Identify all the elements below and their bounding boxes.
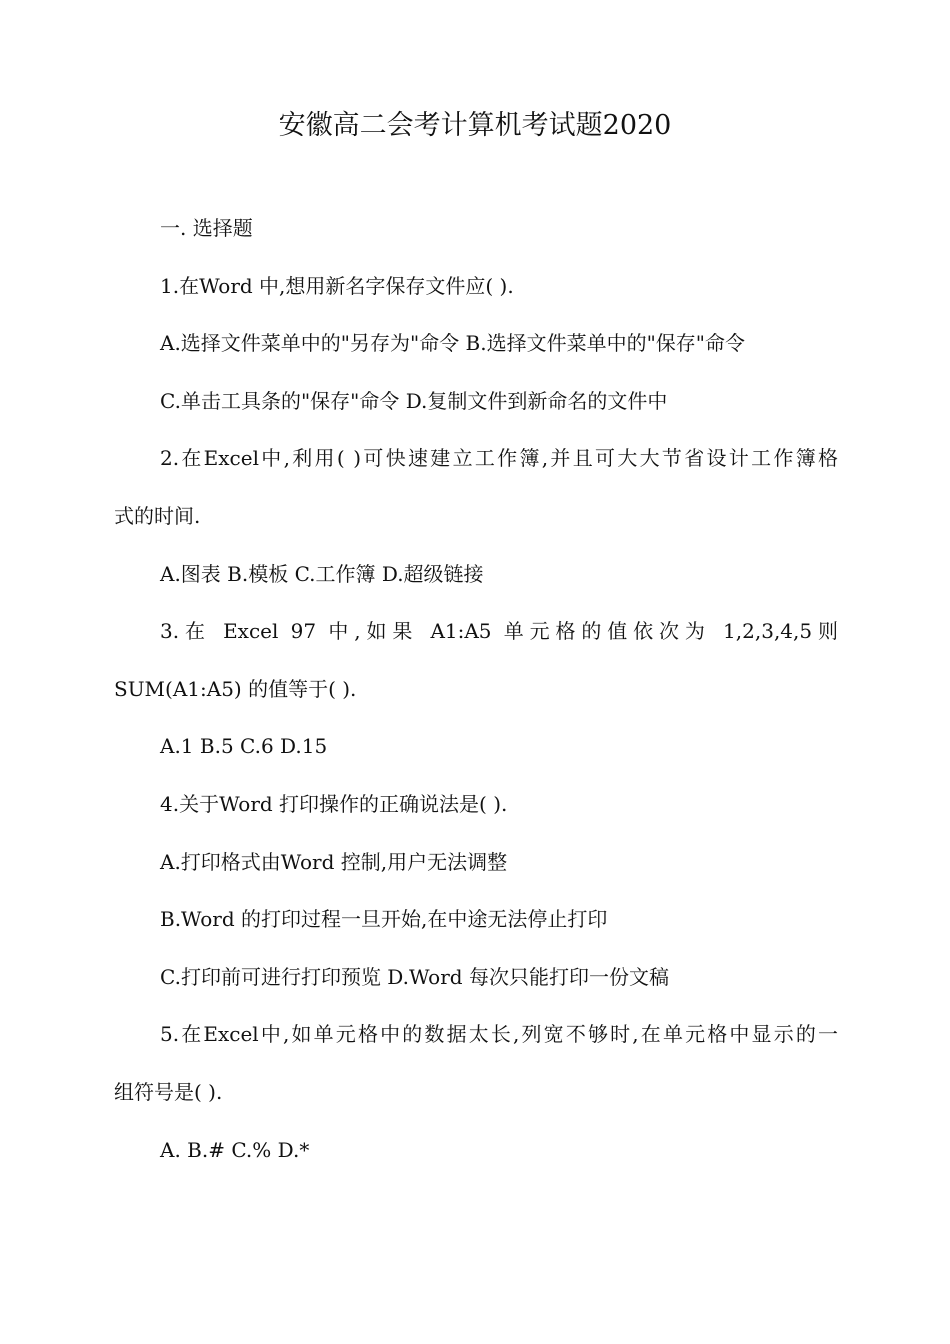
section-heading: 一. 选择题 bbox=[160, 216, 253, 240]
question-4-option-b: B.Word 的打印过程一旦开始,在中途无法停止打印 bbox=[160, 907, 608, 932]
question-4: 4.关于Word 打印操作的正确说法是( ). bbox=[160, 791, 508, 816]
question-4-options-cd: C.打印前可进行打印预览 D.Word 每次只能打印一份文稿 bbox=[160, 964, 669, 989]
question-2: 2.在Excel中,利用( )可快速建立工作簿,并且可大大节省设计工作簿格 bbox=[160, 446, 838, 471]
question-3: 3.在 Excel 97 中,如果 A1:A5 单元格的值依次为 1,2,3,4,5则 bbox=[160, 619, 838, 644]
question-1-options-ab: A.选择文件菜单中的"另存为"命令 B.选择文件菜单中的"保存"命令 bbox=[160, 331, 746, 356]
question-4-option-a: A.打印格式由Word 控制,用户无法调整 bbox=[160, 849, 508, 874]
question-1-options-cd: C.单击工具条的"保存"命令 D.复制文件到新命名的文件中 bbox=[160, 388, 668, 413]
question-3-continued: SUM(A1:A5) 的值等于( ). bbox=[114, 676, 357, 701]
question-2-continued: 式的时间. bbox=[114, 503, 201, 528]
question-5-options: A. B.# C.% D.* bbox=[160, 1137, 310, 1162]
question-3-options: A.1 B.5 C.6 D.15 bbox=[160, 734, 328, 759]
question-1: 1.在Word 中,想用新名字保存文件应( ). bbox=[160, 273, 514, 298]
question-5: 5.在Excel中,如单元格中的数据太长,列宽不够时,在单元格中显示的一 bbox=[160, 1022, 838, 1047]
question-2-options: A.图表 B.模板 C.工作簿 D.超级链接 bbox=[160, 561, 484, 586]
document-body bbox=[114, 210, 838, 1189]
question-5-continued: 组符号是( ). bbox=[114, 1079, 223, 1104]
document-title: 安徽高二会考计算机考试题2020 bbox=[278, 110, 672, 141]
